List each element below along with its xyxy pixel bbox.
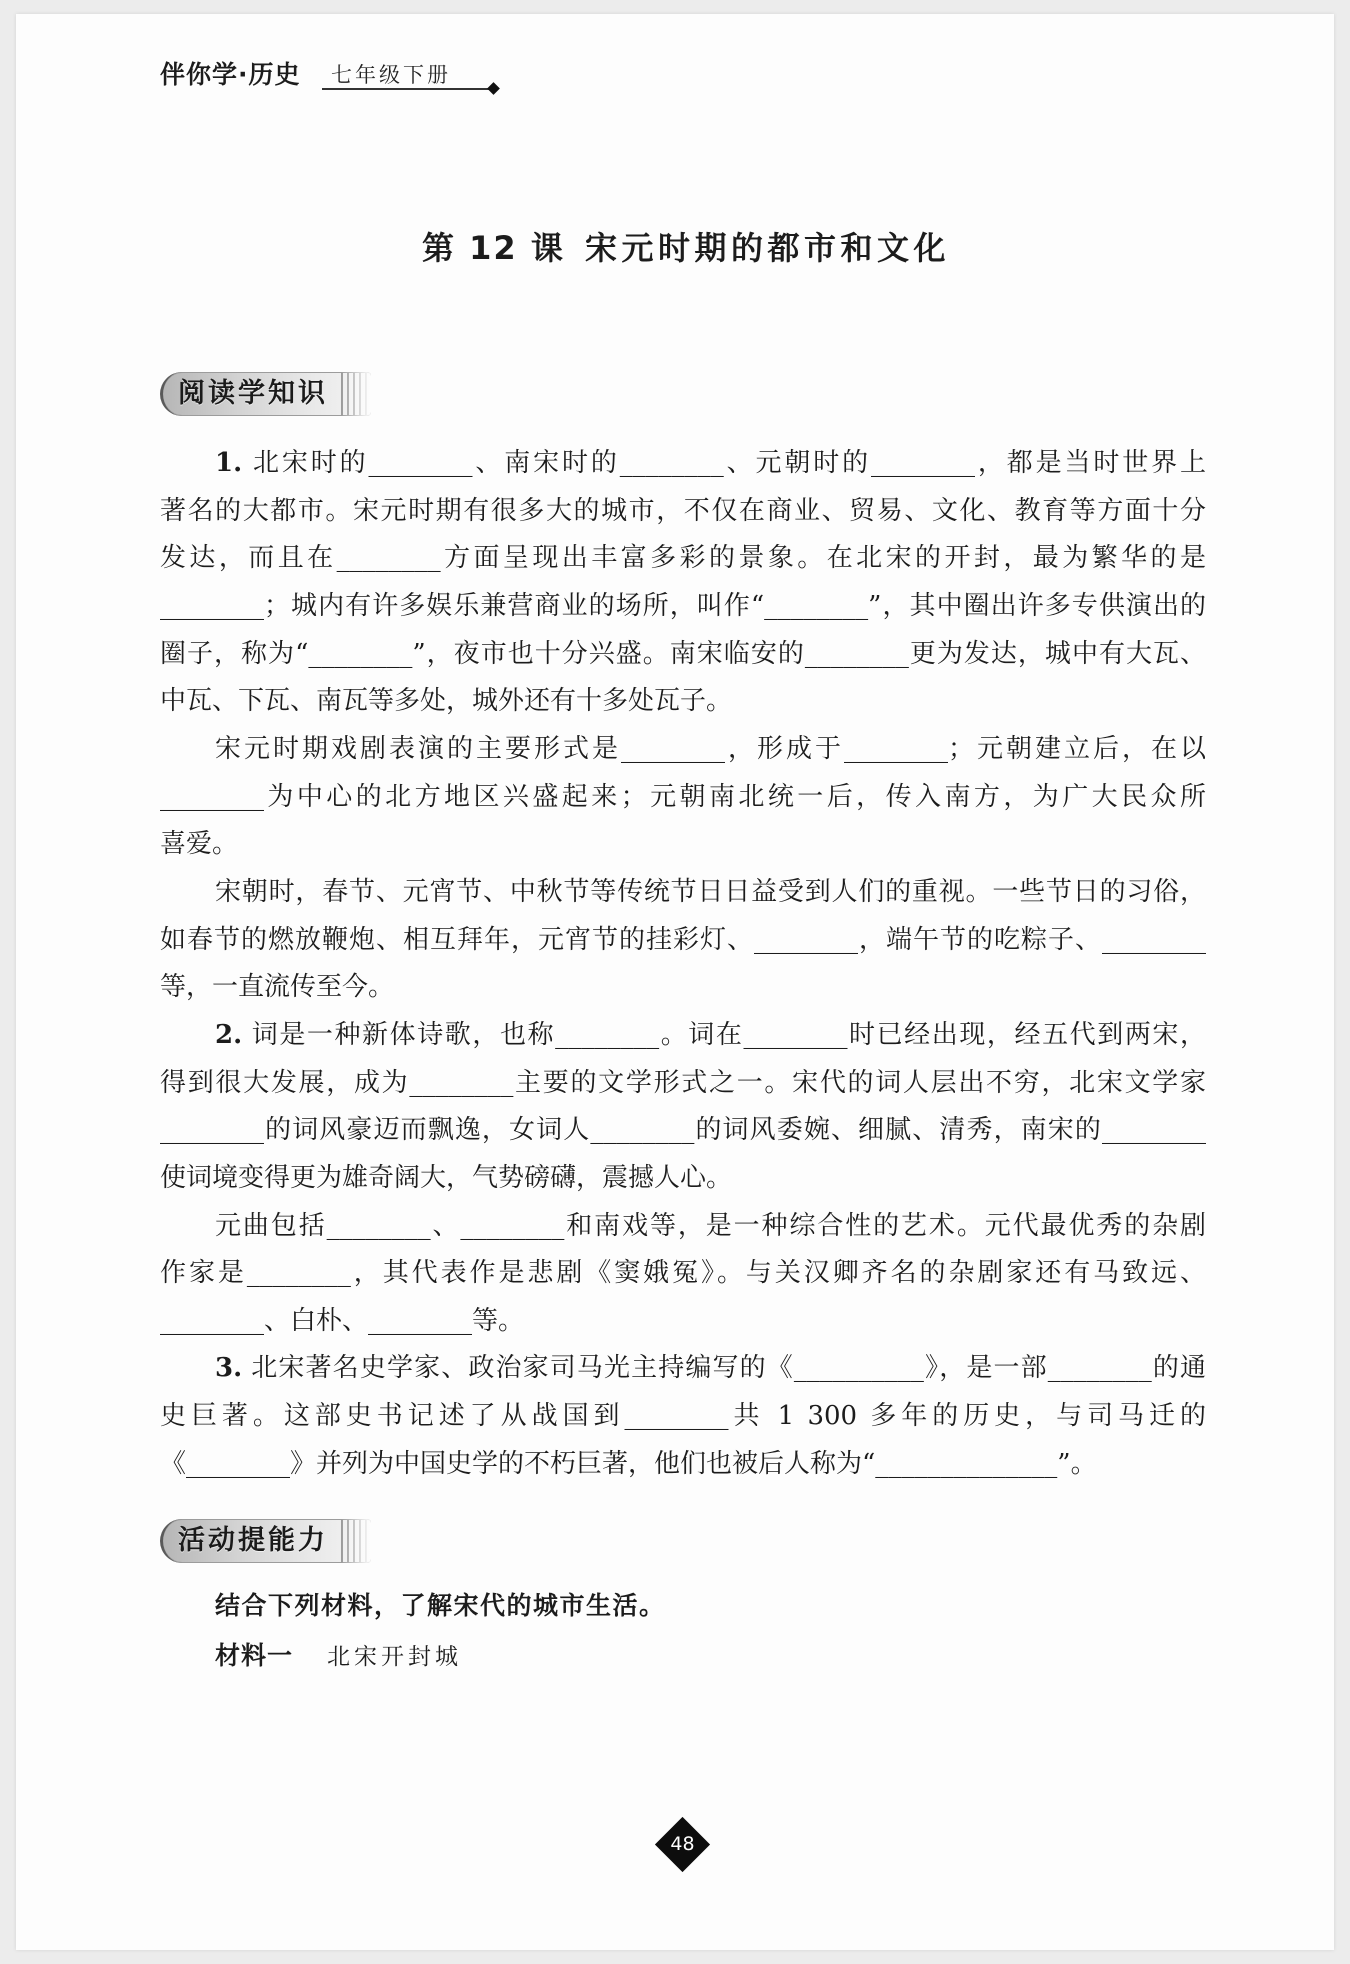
question-number: 2. <box>215 1019 243 1050</box>
paragraph-line: 圈子，称为“________”，夜市也十分兴盛。南宋临安的________更为发达，城中有大瓦、 <box>160 638 1206 669</box>
book-series-title: 伴你学·历史 <box>160 60 301 89</box>
paragraph-line <box>160 440 1206 488</box>
paragraph-line: 中瓦、下瓦、南瓦等多处，城外还有十多处瓦子。 <box>160 686 733 717</box>
line-text: 北宋时的________、南宋时的________、元朝时的________，都是当时世界上 <box>250 448 1206 478</box>
paragraph-line: ________、白朴、________等。 <box>160 1305 525 1336</box>
paragraph-line: 等，一直流传至今。 <box>160 972 395 1003</box>
paragraph-line: 宋元时期戏剧表演的主要形式是________，形成于________；元朝建立后，在以 <box>215 733 1206 764</box>
paragraph-line: ________的词风豪迈而飘逸，女词人________的词风委婉、细腻、清秀，南宋的________ <box>160 1115 1206 1146</box>
line-text: 北宋著名史学家、政治家司马光主持编写的《__________》，是一部________的通 <box>250 1353 1206 1384</box>
section-badge-reading <box>160 372 371 416</box>
section-badge-label: 阅读学知识 <box>178 378 328 409</box>
paragraph-line: 如春节的燃放鞭炮、相互拜年，元宵节的挂彩灯、________，端午节的吃粽子、________ <box>160 924 1206 955</box>
paragraph-line: ________为中心的北方地区兴盛起来；元朝南北统一后，传入南方，为广大民众所 <box>160 781 1206 812</box>
paragraph-line: 得到很大发展，成为________主要的文学形式之一。宋代的词人层出不穷，北宋文学家 <box>160 1067 1206 1098</box>
material-label: 材料一 <box>215 1641 294 1670</box>
section-badge-activity <box>160 1519 371 1563</box>
activity-instruction: 结合下列材料，了解宋代的城市生活。 <box>215 1591 666 1620</box>
paragraph-line: 《________》并列为中国史学的不朽巨著，他们也被后人称为“______________”。 <box>160 1448 1097 1479</box>
grade-label: 七年级下册 <box>331 63 451 87</box>
paragraph-line <box>160 1012 1206 1060</box>
paragraph-line: 著名的大都市。宋元时期有很多大的城市，不仅在商业、贸易、文化、教育等方面十分 <box>160 495 1206 526</box>
paragraph-line: 发达，而且在________方面呈现出丰富多彩的景象。在北宋的开封，最为繁华的是 <box>160 543 1206 574</box>
header-rule <box>322 88 490 90</box>
paragraph-line: ________；城内有许多娱乐兼营商业的场所，叫作“________”，其中圈出许多专供演出的 <box>160 590 1206 621</box>
paragraph-line: 作家是________，其代表作是悲剧《窦娥冤》。与关汉卿齐名的杂剧家还有马致远、 <box>160 1258 1206 1289</box>
paragraph-line: 宋朝时，春节、元宵节、中秋节等传统节日日益受到人们的重视。一些节日的习俗， <box>215 876 1206 907</box>
paragraph-line <box>160 1345 1206 1393</box>
paragraph-line: 喜爱。 <box>160 829 239 860</box>
lesson-title: 宋元时期的都市和文化 <box>585 229 951 267</box>
reading-text <box>160 440 1206 1488</box>
paragraph-line: 史巨著。这部史书记述了从战国到________共 1 300 多年的历史，与司马迁的 <box>160 1401 1206 1432</box>
question-number: 1. <box>215 448 243 478</box>
material-title: 北宋开封城 <box>327 1644 463 1670</box>
paragraph-line: 使词境变得更为雄奇阔大，气势磅礴，震撼人心。 <box>160 1162 733 1193</box>
question-number: 3. <box>215 1353 243 1384</box>
line-text: 词是一种新体诗歌，也称________。词在________时已经出现，经五代到两宋， <box>250 1019 1206 1050</box>
paragraph-line: 元曲包括________、________和南戏等，是一种综合性的艺术。元代最优秀的杂剧 <box>215 1210 1206 1241</box>
lesson-number: 第 12 课 <box>422 229 565 267</box>
section-badge-label: 活动提能力 <box>178 1525 328 1556</box>
page-number: 48 <box>670 1833 695 1855</box>
material-heading <box>215 1636 462 1676</box>
